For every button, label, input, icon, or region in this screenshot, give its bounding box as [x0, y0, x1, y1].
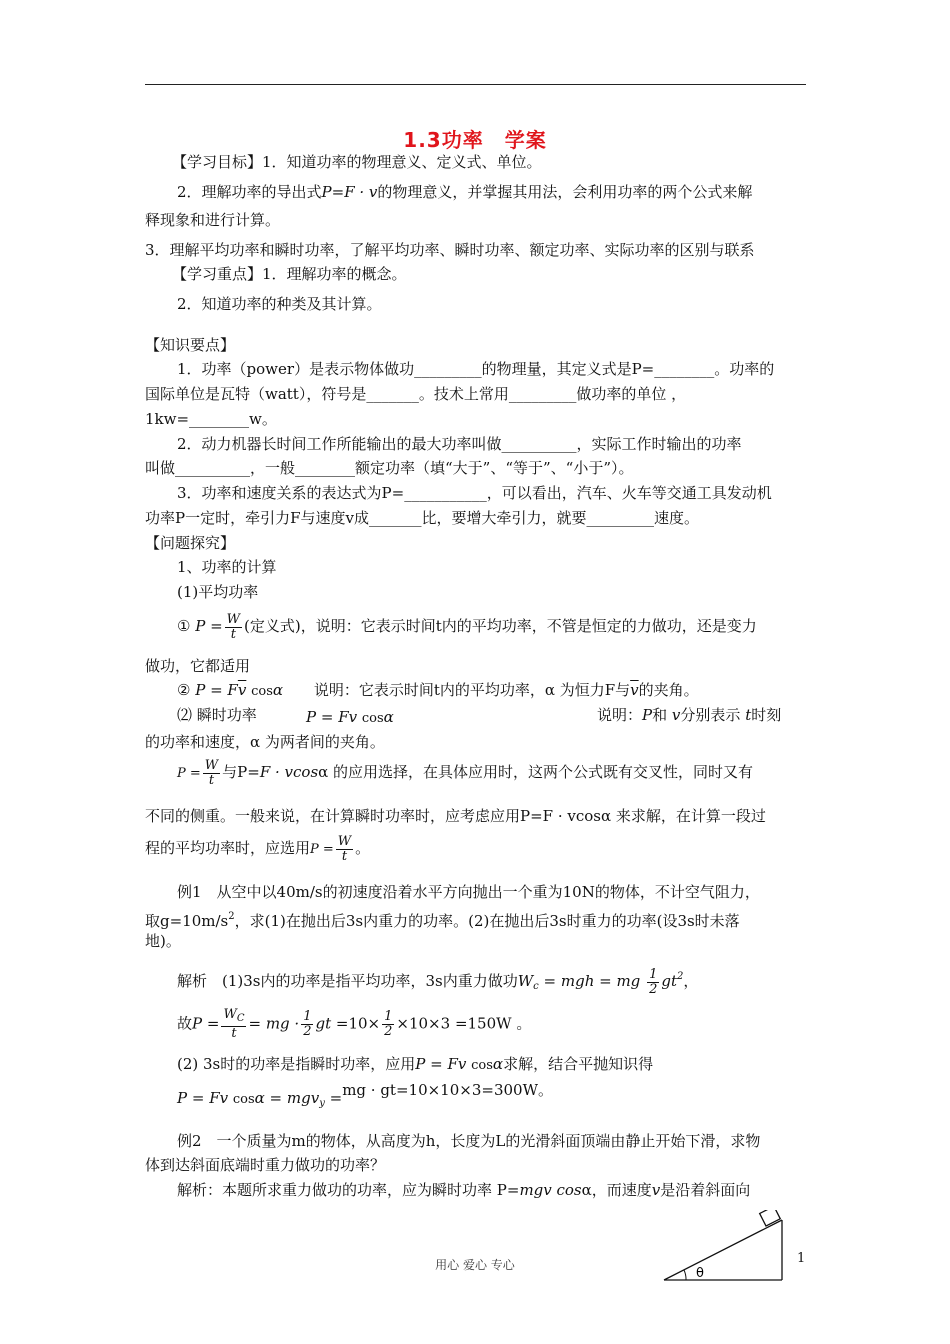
page-footer: 用心 爱心 专心	[435, 1258, 515, 1272]
explore-section-1: 1、功率的计算	[177, 558, 277, 576]
formula-average-def: ① P = $\frac{W}{t}$ (定义式)，说明：它表示时间t内的平均功率，不管是恒定的力做功，还是变力	[177, 611, 757, 642]
instant-note-g: 时刻	[751, 706, 782, 724]
example-1-q2b: ，求(1)在抛出后3s内重力的功率。(2)在抛出后3s时重力的功率(设3s时未落	[234, 912, 740, 930]
goal-2-text: 2．理解功率的导出式	[177, 183, 322, 201]
example-2-a1	[177, 1180, 750, 1200]
compare-line-1: P = $\frac{W}{t}$ 与P=F · vcosα 的应用选择，在具体应用时，这两个公式既有交叉性，同时又有	[177, 757, 754, 788]
fraction-half-2: $\frac{1}{2}$	[303, 1009, 312, 1039]
instant-note-a: 说明：	[597, 706, 643, 724]
formula-2-note-b: 的夹角。	[638, 681, 699, 699]
instant-note-c: 和	[652, 706, 668, 724]
example-1-a1: 解析 (1)3s内的功率是指平均功率，3s内重力做功$W_c$ = mgh = mg $\frac{1}{2}$ $gt^2$，	[177, 966, 699, 997]
knowledge-label: 【知识要点】	[145, 336, 236, 354]
fraction-w-over-t-2: $\frac{W}{t}$	[204, 757, 219, 788]
example-1-q3: 地)。	[145, 932, 181, 950]
explore-label: 【问题探究】	[145, 534, 236, 552]
example-1-q2a: 取g=10m/s	[145, 912, 229, 930]
incline-figure	[660, 1210, 810, 1285]
instant-note-p: P	[642, 706, 653, 724]
fraction-half: $\frac{1}{2}$	[649, 966, 658, 997]
instant-note	[597, 705, 781, 725]
formula-average-fv: ② $P = F\overline{v}$ cosα 说明：它表示时间t内的平均功率，α 为恒力F与$\overline{v}$的夹角。	[177, 681, 699, 699]
example-2-a1c: α，而速度	[581, 1181, 652, 1199]
circle-1: ①	[177, 617, 191, 635]
knowledge-1c: 1kw=________w。	[145, 410, 277, 428]
instant-note-t: t	[745, 706, 752, 724]
focus-line-1	[172, 264, 407, 284]
compare-a: 与P=	[222, 763, 260, 781]
example-2-a1a: 解析：本题所求重力做功的功率，应为瞬时功率 P=	[177, 1181, 520, 1199]
example-1-q2: 取$g=10m/s^2$，求(1)在抛出后3s内重力的功率。(2)在抛出后3s时重力的功率(设3s时未落	[145, 911, 740, 930]
fraction-w-over-t: $\frac{W}{t}$	[226, 611, 241, 642]
example-1-a2a: 故	[177, 1014, 193, 1033]
goal-3: 3．理解平均功率和瞬时功率，了解平均功率、瞬时功率、额定功率、实际功率的区别与联系	[145, 241, 755, 259]
example-1-a4-text: mg · gt=10×10×3=300W。	[342, 1081, 554, 1099]
focus-1: 1．理解功率的概念。	[262, 265, 407, 283]
compare-line-2: 不同的侧重。一般来说，在计算瞬时功率时，应考虑应用P=F · vcosα 来求解，在计算一段过	[145, 807, 766, 825]
compare-c: α 的应用选择，在具体应用时，这两个公式既有交叉性，同时又有	[318, 763, 754, 781]
page-number: 1	[797, 1251, 806, 1266]
example-1-q1: 例1 从空中以40m/s的初速度沿着水平方向抛出一个重为10N的物体，不计空气阻力，	[177, 883, 760, 901]
instant-note-2: 的功率和速度，α 为两者间的夹角。	[145, 733, 385, 751]
example-1-a2c: ×10×3 =150W 。	[396, 1014, 532, 1033]
example-2-a1d: v	[651, 1181, 661, 1199]
formula-2-note: 说明：它表示时间t内的平均功率，α 为恒力F与	[313, 681, 631, 699]
example-1-a3b: 求解，结合平抛知识得	[503, 1055, 654, 1073]
goal-1: 1．知道功率的物理意义、定义式、单位。	[262, 153, 542, 171]
knowledge-1b: 国际单位是瓦特（watt），符号是_______。技术上常用_________做功率的单位 ，	[145, 385, 687, 403]
instant-note-v: v	[671, 706, 681, 724]
compare-3a: 程的平均功率时，应选用	[145, 839, 311, 857]
instant-power-heading: ⑵ 瞬时功率	[177, 706, 257, 724]
instant-note-e: 分别表示	[680, 706, 741, 724]
example-1-a2: 故P = $\frac{W_C}{t}$ = mg · $\frac{1}{2}$ gt =10× $\frac{1}{2}$ ×10×3 =150W 。	[177, 1007, 532, 1041]
header-rule	[145, 84, 806, 85]
block-on-incline	[760, 1210, 781, 1226]
example-2-a1e: 是沿着斜面向	[660, 1181, 751, 1199]
goals-line-3: 释现象和进行计算。	[145, 211, 281, 229]
example-2-q2: 体到达斜面底端时重力做功的功率？	[145, 1156, 386, 1174]
compare-line-3: 程的平均功率时，应选用P = $\frac{W}{t}$ 。	[145, 833, 371, 864]
formula-instant: P = Fv cosα	[306, 708, 394, 726]
focus-2: 2．知道功率的种类及其计算。	[177, 295, 382, 313]
fraction-w-over-t-3: $\frac{W}{t}$	[337, 833, 352, 864]
knowledge-1a: 1．功率（power）是表示物体做功_________的物理量，其定义式是P=________。功率的	[177, 360, 775, 378]
focus-label: 【学习重点】	[172, 265, 263, 283]
goal-2-formula: P=F · v	[321, 183, 378, 201]
explore-average-power: (1)平均功率	[177, 583, 259, 601]
compare-3b: 。	[355, 839, 371, 857]
angle-label: θ	[696, 1266, 704, 1281]
page-title: 1.3功率 学案	[403, 128, 547, 152]
goal-2-text-b: 的物理意义，并掌握其用法，会利用功率的两个公式来解	[377, 183, 753, 201]
example-2-a1b: mgv cos	[519, 1181, 582, 1199]
example-1-a1-text: 解析 (1)3s内的功率是指平均功率，3s内重力做功	[177, 972, 518, 990]
fraction-half-3: $\frac{1}{2}$	[384, 1009, 393, 1039]
goals-line-1	[172, 152, 542, 172]
circle-2: ②	[177, 681, 191, 699]
example-1-a4: P = Fv cosα = mgv$_y$ =mg · gt=10×10×3=300W。	[177, 1081, 554, 1109]
example-1-a3a: (2) 3s时的功率是指瞬时功率，应用	[177, 1055, 416, 1073]
knowledge-3b: 功率P一定时，牵引力F与速度v成_______比，要增大牵引力，就要_________速度。	[145, 509, 699, 527]
fraction-wc-over-t: $\frac{W_C}{t}$	[223, 1007, 245, 1041]
knowledge-2a: 2．动力机器长时间工作所能输出的最大功率叫做__________，实际工作时输出的功率	[177, 435, 742, 453]
example-2-q1: 例2 一个质量为m的物体，从高度为h，长度为L的光滑斜面顶端由静止开始下滑，求物	[177, 1132, 761, 1150]
goals-label: 【学习目标】	[172, 153, 263, 171]
knowledge-3a: 3．功率和速度关系的表达式为P=___________，可以看出，汽车、火车等交通工具发动机	[177, 484, 772, 502]
formula-1-note: (定义式)，说明：它表示时间t内的平均功率，不管是恒定的力做功，还是变力	[244, 617, 757, 635]
formula-1-note-2: 做功，它都适用	[145, 657, 251, 675]
goals-line-2	[177, 182, 752, 202]
example-1-a3: (2) 3s时的功率是指瞬时功率，应用P = Fv cosα求解，结合平抛知识得	[177, 1055, 654, 1073]
example-1-a2b: =10×	[335, 1014, 381, 1033]
compare-b: F · vcos	[259, 763, 319, 781]
knowledge-2b: 叫做__________，一般________额定功率（填“大于”、“等于”、“小于”）。	[145, 459, 634, 477]
